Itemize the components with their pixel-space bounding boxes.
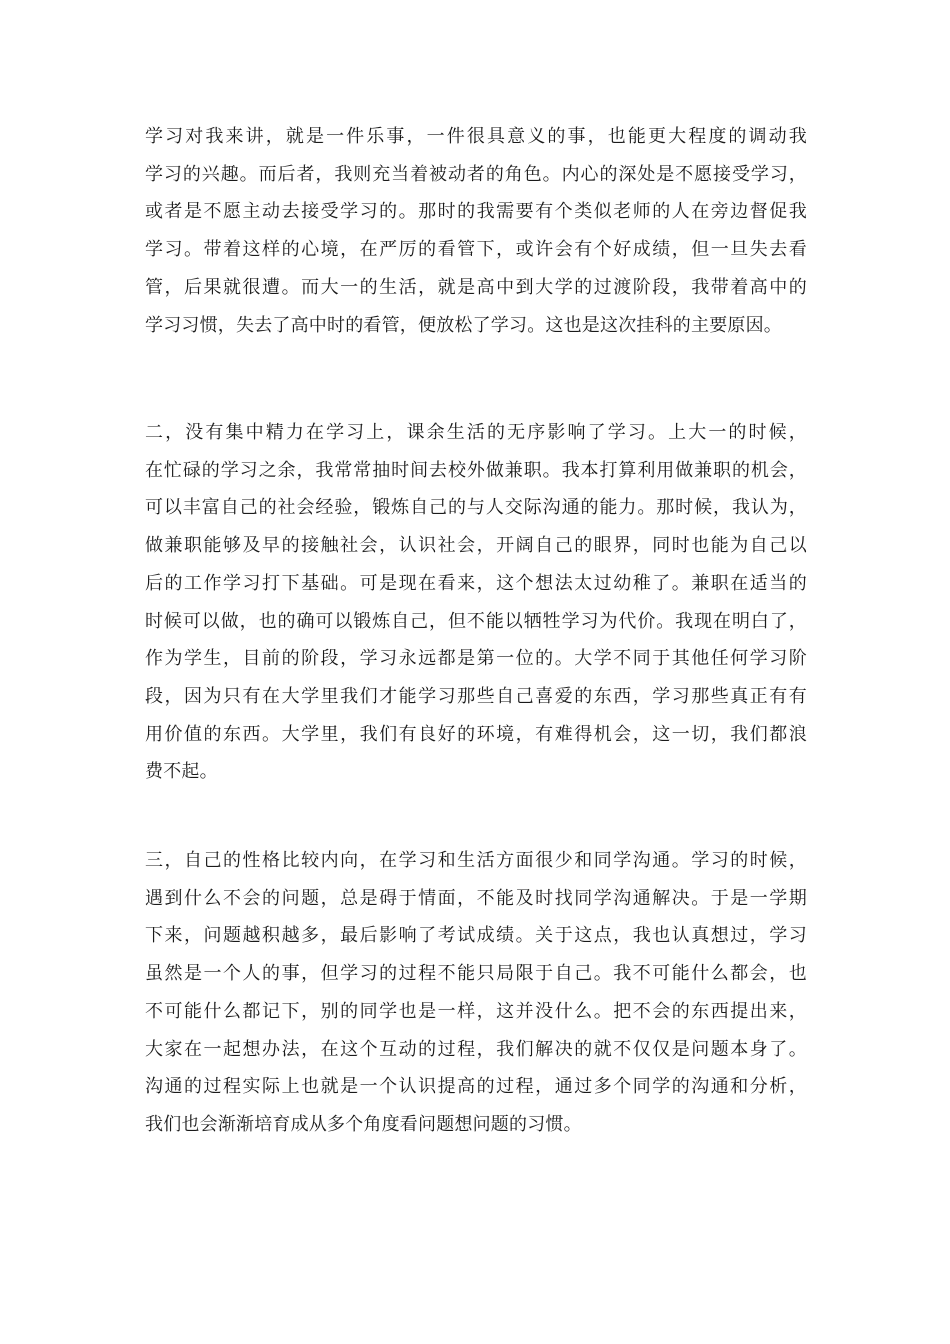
- text-line: 沟通的过程实际上也就是一个认识提高的过程，通过多个同学的沟通和分析，: [145, 1076, 807, 1098]
- text-line: 学习对我来讲，就是一件乐事，一件很具意义的事，也能更大程度的调动我: [145, 126, 807, 147]
- text-line: 大家在一起想办法，在这个互动的过程，我们解决的就不仅仅是问题本身了。: [145, 1038, 807, 1060]
- text-line: 在忙碌的学习之余，我常常抽时间去校外做兼职。我本打算利用做兼职的机会，: [145, 459, 807, 481]
- text-line: 二，没有集中精力在学习上，课余生活的无序影响了学习。上大一的时候，: [145, 422, 807, 443]
- text-line: 或者是不愿主动去接受学习的。那时的我需要有个类似老师的人在旁边督促我: [145, 201, 807, 223]
- text-line: 作为学生，目前的阶段，学习永远都是第一位的。大学不同于其他任何学习阶: [145, 648, 807, 670]
- text-line: 学习习惯，失去了高中时的看管，便放松了学习。这也是这次挂科的主要原因。: [145, 314, 782, 336]
- text-line: 下来，问题越积越多，最后影响了考试成绩。关于这点，我也认真想过，学习: [145, 925, 807, 947]
- text-line: 时候可以做，也的确可以锻炼自己，但不能以牺牲学习为代价。我现在明白了，: [145, 610, 807, 632]
- text-line: 费不起。: [145, 761, 218, 783]
- text-line: 虽然是一个人的事，但学习的过程不能只局限于自己。我不可能什么都会，也: [145, 963, 807, 985]
- text-line: 可以丰富自己的社会经验，锻炼自己的与人交际沟通的能力。那时候，我认为，: [145, 497, 807, 519]
- text-line: 用价值的东西。大学里，我们有良好的环境，有难得机会，这一切，我们都浪: [145, 723, 807, 745]
- text-line: 段，因为只有在大学里我们才能学习那些自己喜爱的东西，学习那些真正有有: [145, 685, 807, 707]
- text-line: 管，后果就很遭。而大一的生活，就是高中到大学的过渡阶段，我带着高中的: [145, 276, 807, 298]
- paragraph-2: [145, 414, 807, 791]
- text-line: 学习的兴趣。而后者，我则充当着被动者的角色。内心的深处是不愿接受学习，: [145, 163, 807, 185]
- text-line: 不可能什么都记下，别的同学也是一样，这并没什么。把不会的东西提出来，: [145, 1000, 807, 1022]
- text-line: 我们也会渐渐培育成从多个角度看问题想问题的习惯。: [145, 1113, 582, 1135]
- text-line: 学习。带着这样的心境，在严厉的看管下，或许会有个好成绩，但一旦失去看: [145, 239, 807, 261]
- text-line: 做兼职能够及早的接触社会，认识社会，开阔自己的眼界，同时也能为自己以: [145, 535, 807, 557]
- paragraph-3: [145, 842, 807, 1144]
- text-line: 三，自己的性格比较内向，在学习和生活方面很少和同学沟通。学习的时候，: [145, 850, 807, 871]
- paragraph-1: [145, 118, 807, 344]
- text-line: 遇到什么不会的问题，总是碍于情面，不能及时找同学沟通解决。于是一学期: [145, 887, 807, 909]
- text-line: 后的工作学习打下基础。可是现在看来，这个想法太过幼稚了。兼职在适当的: [145, 572, 807, 594]
